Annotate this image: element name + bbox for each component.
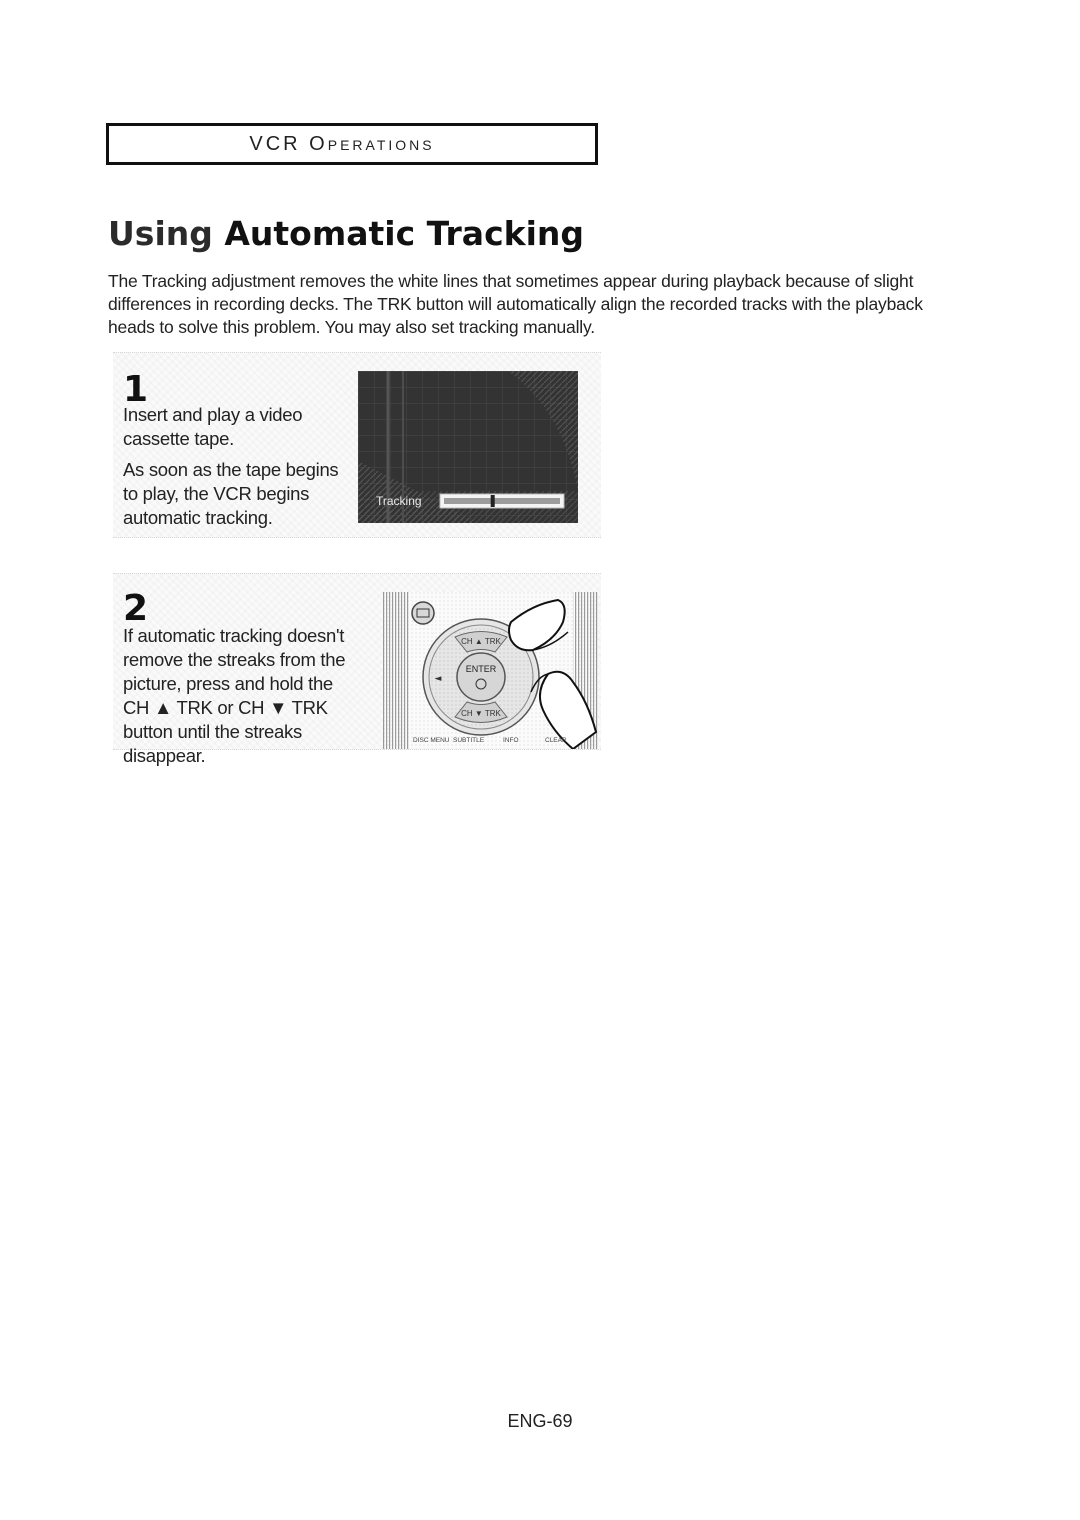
step-1-paragraph-1 (123, 403, 302, 451)
step-2-line-5: button until the streaks (123, 721, 302, 742)
step-2-line-6: disappear. (123, 745, 206, 766)
left-arrow-icon: ◄ (434, 674, 442, 684)
step-1-p1-line-2: cassette tape. (123, 428, 234, 449)
subtitle-label: SUBTITLE (453, 737, 485, 744)
section-header-box (106, 123, 598, 165)
section-label: VCR Operations (249, 132, 435, 155)
step-2-line-4: CH ▲ TRK or CH ▼ TRK (123, 697, 328, 718)
step-2-paragraph (123, 624, 345, 768)
page-title (108, 214, 584, 253)
step-2-number: 2 (123, 588, 149, 629)
clear-label: CLEAR (545, 737, 567, 744)
tracking-bar-track (444, 498, 560, 504)
step-1-number: 1 (123, 369, 149, 410)
step-2-line-2: remove the streaks from the (123, 649, 346, 670)
step-1-paragraph-2 (123, 458, 338, 530)
disc-icon (412, 602, 434, 624)
tracking-label: Tracking (376, 494, 422, 508)
step-1-p2-line-3: automatic tracking. (123, 507, 273, 528)
intro-line-1: The Tracking adjustment removes the white lines that sometimes appear during playback because of slight (108, 271, 914, 291)
step-2-panel (113, 573, 601, 766)
ch-down-trk-label: CH ▼ TRK (461, 709, 501, 718)
enter-button (457, 653, 505, 701)
step-2-line-3: picture, press and hold the (123, 673, 333, 694)
step-1-p1-line-1: Insert and play a video (123, 404, 303, 425)
ch-up-trk-label: CH ▲ TRK (461, 637, 501, 646)
intro-line-3: heads to solve this problem. You may also set tracking manually. (108, 317, 595, 337)
step-2-line-1: If automatic tracking doesn't (123, 625, 345, 646)
enter-button-label: ENTER (465, 664, 497, 674)
step-1-p2-line-2: to play, the VCR begins (123, 483, 310, 504)
page-title-rest: Automatic Tracking (224, 214, 585, 253)
info-label: INFO (503, 737, 519, 744)
intro-line-2: differences in recording decks. The TRK button will automatically align the recorded tracks with the playback (108, 294, 923, 314)
page-title-first-word: Using (108, 214, 213, 253)
remote-control-illustration (383, 592, 598, 749)
step-1-panel (113, 352, 601, 538)
tracking-bar-marker (491, 495, 495, 507)
tracking-screen-illustration (358, 371, 578, 523)
page-number: ENG-69 (507, 1411, 573, 1431)
disc-menu-label: DISC MENU (413, 737, 450, 744)
intro-paragraph (108, 270, 958, 339)
step-1-p2-line-1: As soon as the tape begins (123, 459, 339, 480)
